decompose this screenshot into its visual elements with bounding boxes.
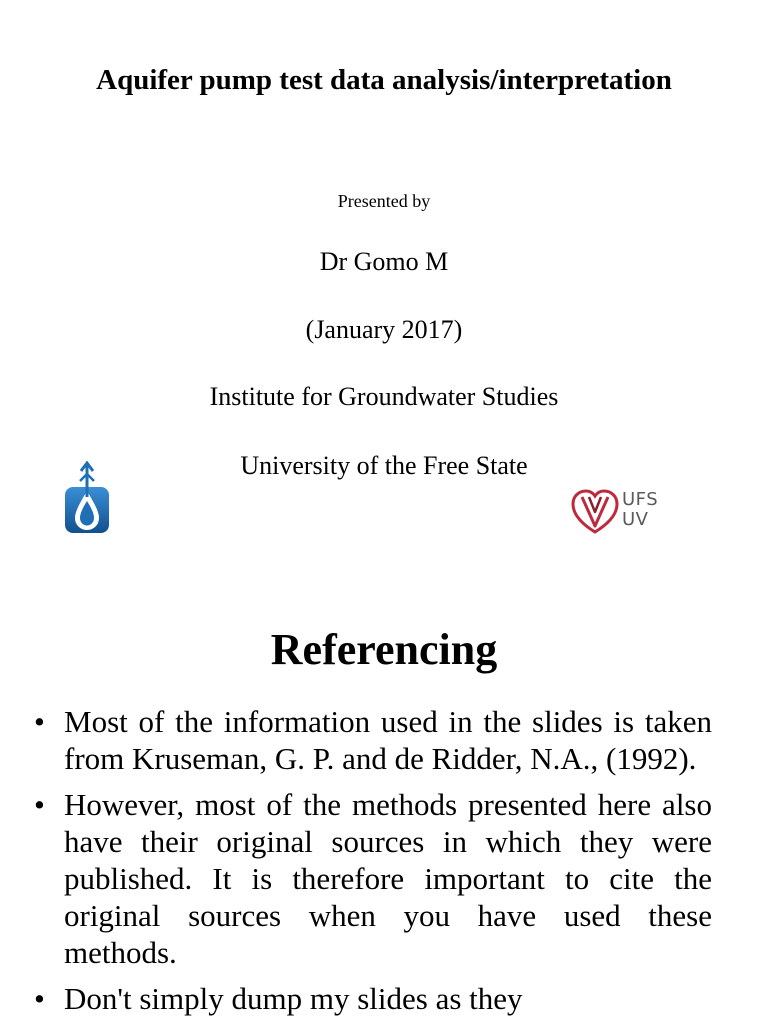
bullet-text: Most of the information used in the slides is taken from Kruseman, G. P. and de Ridder, N.A., (1992). bbox=[64, 704, 712, 776]
ufs-logo-text bbox=[622, 490, 658, 530]
referencing-slide bbox=[0, 577, 768, 1024]
bullet-text: However, most of the methods presented here also have their original sources in which they were published. It is therefore important to cite the original sources when you have used these methods. bbox=[64, 787, 712, 970]
bullet-text: Don't simply dump my slides as they bbox=[64, 981, 523, 1016]
university-name: University of the Free State bbox=[240, 451, 528, 480]
bullet-list bbox=[26, 703, 712, 1024]
bullet-icon: • bbox=[34, 787, 45, 822]
bullet-icon: • bbox=[34, 981, 45, 1016]
ufs-logo-text-line1: UFS bbox=[622, 489, 659, 510]
bullet-item bbox=[26, 786, 712, 971]
bullet-item bbox=[26, 703, 712, 777]
presented-by-label: Presented by bbox=[337, 191, 431, 211]
presentation-title: Aquifer pump test data analysis/interpretation bbox=[96, 64, 672, 96]
slide-heading: Referencing bbox=[270, 625, 498, 674]
bullet-icon: • bbox=[34, 704, 45, 739]
author-name: Dr Gomo M bbox=[319, 247, 449, 276]
igs-logo-icon bbox=[63, 461, 111, 535]
ufs-logo-text-line2: UV bbox=[622, 509, 649, 530]
bullet-item bbox=[26, 980, 712, 1017]
institute-name: Institute for Groundwater Studies bbox=[209, 382, 559, 411]
presentation-date: (January 2017) bbox=[305, 315, 463, 344]
ufs-heart-icon bbox=[570, 488, 620, 536]
ufs-uv-logo bbox=[570, 488, 670, 536]
